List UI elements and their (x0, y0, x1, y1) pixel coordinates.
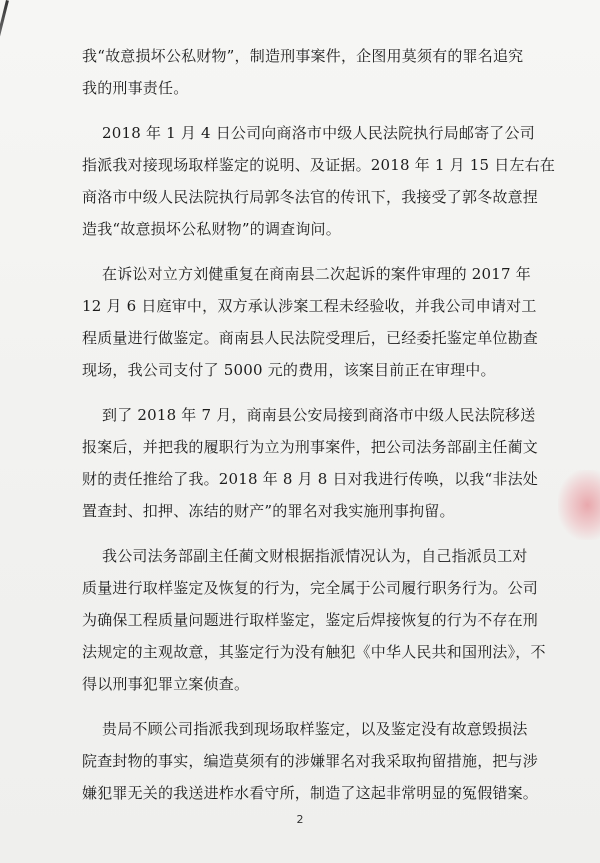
text-line: 我“故意损坏公私财物”，制造刑事案件，企图用莫须有的罪名追究 (82, 47, 524, 65)
text-line: 现场，我公司支付了 5000 元的费用，该案目前正在审理中。 (82, 361, 496, 379)
text-line: 指派我对接现场取样鉴定的说明、及证据。2018 年 1 月 15 日左右在 (82, 156, 556, 174)
document-body (82, 40, 556, 809)
paragraph-2 (82, 117, 556, 245)
text-line: 得以刑事犯罪立案侦查。 (82, 675, 250, 693)
text-line: 到了 2018 年 7 月，商南县公安局接到商洛市中级人民法院移送 (102, 406, 536, 424)
text-line: 造我“故意损坏公私财物”的调查询问。 (82, 220, 341, 238)
text-line: 法规定的主观故意，其鉴定行为没有触犯《中华人民共和国刑法》，不 (82, 643, 546, 661)
paragraph-5 (82, 540, 546, 700)
text-line: 我公司法务部副主任蔺文财根据指派情况认为，自己指派员工对 (102, 547, 528, 565)
paragraph-3 (82, 258, 539, 386)
text-line: 为确保工程质量问题进行取样鉴定，鉴定后焊接恢复的行为不存在刑 (82, 611, 539, 629)
red-seal-fragment (558, 470, 600, 540)
page-number: 2 (296, 813, 304, 826)
text-line: 院查封物的事实，编造莫须有的涉嫌罪名对我采取拘留措施，把与涉 (82, 752, 539, 770)
text-line: 2018 年 1 月 4 日公司向商洛市中级人民法院执行局邮寄了公司 (102, 124, 535, 142)
paragraph-4 (82, 399, 539, 527)
text-line: 在诉讼对立方刘健重复在商南县二次起诉的案件审理的 2017 年 (102, 265, 531, 283)
text-line: 贵局不顾公司指派我到现场取样鉴定，以及鉴定没有故意毁损法 (102, 720, 528, 738)
text-line: 报案后，并把我的履职行为立为刑事案件，把公司法务部副主任蔺文 (82, 438, 539, 456)
paragraph-6 (82, 713, 539, 809)
text-line: 财的责任推给了我。2018 年 8 月 8 日对我进行传唤，以我“非法处 (82, 470, 538, 488)
paragraph-1 (82, 40, 530, 104)
text-line: 12 月 6 日庭审中，双方承认涉案工程未经验收，并我公司申请对工 (82, 297, 537, 315)
text-line: 商洛市中级人民法院执行局郭冬法官的传讯下，我接受了郭冬故意捏 (82, 188, 539, 206)
text-line: 我的刑事责任。 (82, 79, 189, 97)
text-line: 置查封、扣押、冻结的财产”的罪名对我实施刑事拘留。 (82, 502, 455, 520)
text-line: 质量进行取样鉴定及恢复的行为，完全属于公司履行职务行为。公司 (82, 579, 539, 597)
text-line: 嫌犯罪无关的我送进柞水看守所，制造了这起非常明显的冤假错案。 (82, 784, 539, 802)
edge-scratch-mark (0, 0, 9, 54)
text-line: 程质量进行做鉴定。商南县人民法院受理后，已经委托鉴定单位勘查 (82, 329, 539, 347)
